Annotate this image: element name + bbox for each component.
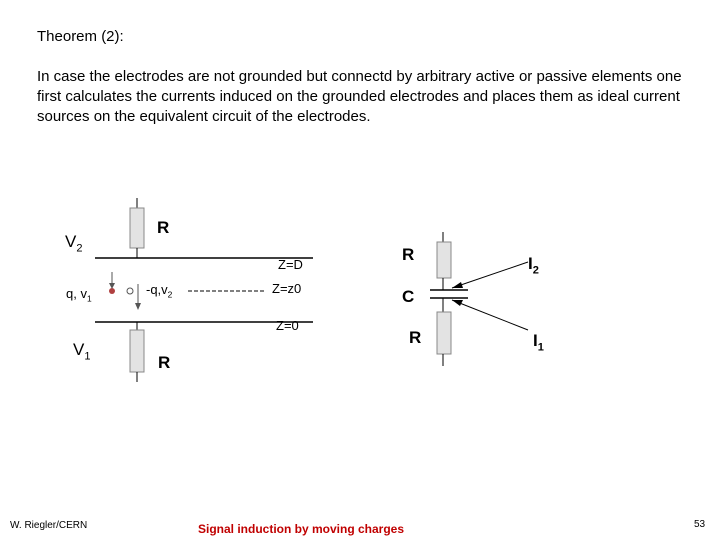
slide-paragraph: In case the electrodes are not grounded but connectd by arbitrary active or passive elements one first calculates the currents induced on the grounded electrodes and places them as ideal current sources on the equivalent circuit of the electrodes. xyxy=(37,68,682,125)
label-r-bottom: R xyxy=(158,353,171,372)
charge-minus-q xyxy=(127,288,133,294)
current-i2-arrowhead xyxy=(452,282,463,288)
label-r-right-bottom: R xyxy=(409,328,422,347)
current-i1-line xyxy=(452,300,528,330)
page-number: 53 xyxy=(694,519,706,530)
resistor-right-bottom xyxy=(437,312,451,354)
label-charge-minus-q: $-q,v_2$ xyxy=(146,282,173,300)
label-i1: $I_1$ xyxy=(533,331,544,354)
label-c: C xyxy=(402,287,415,306)
label-v1: $V_1$ xyxy=(73,340,91,363)
footer-topic: Signal induction by moving charges xyxy=(198,522,405,536)
label-z-0: Z=0 xyxy=(276,318,299,333)
label-z-z0: Z=z0 xyxy=(272,281,302,296)
label-z-d: Z=D xyxy=(278,257,303,272)
resistor-top xyxy=(130,208,144,248)
label-i2: $I_2$ xyxy=(528,254,539,277)
current-i2-line xyxy=(452,262,528,288)
label-r-top: R xyxy=(157,218,170,237)
label-r-right-top: R xyxy=(402,245,415,264)
current-i1-arrowhead xyxy=(452,300,463,306)
slide-title: Theorem (2): xyxy=(37,28,124,45)
label-charge-q: q, $v_1$ xyxy=(66,286,92,304)
footer-author: W. Riegler/CERN xyxy=(10,520,88,531)
label-v2: $V_2$ xyxy=(65,232,83,255)
resistor-right-top xyxy=(437,242,451,278)
resistor-bottom xyxy=(130,330,144,372)
